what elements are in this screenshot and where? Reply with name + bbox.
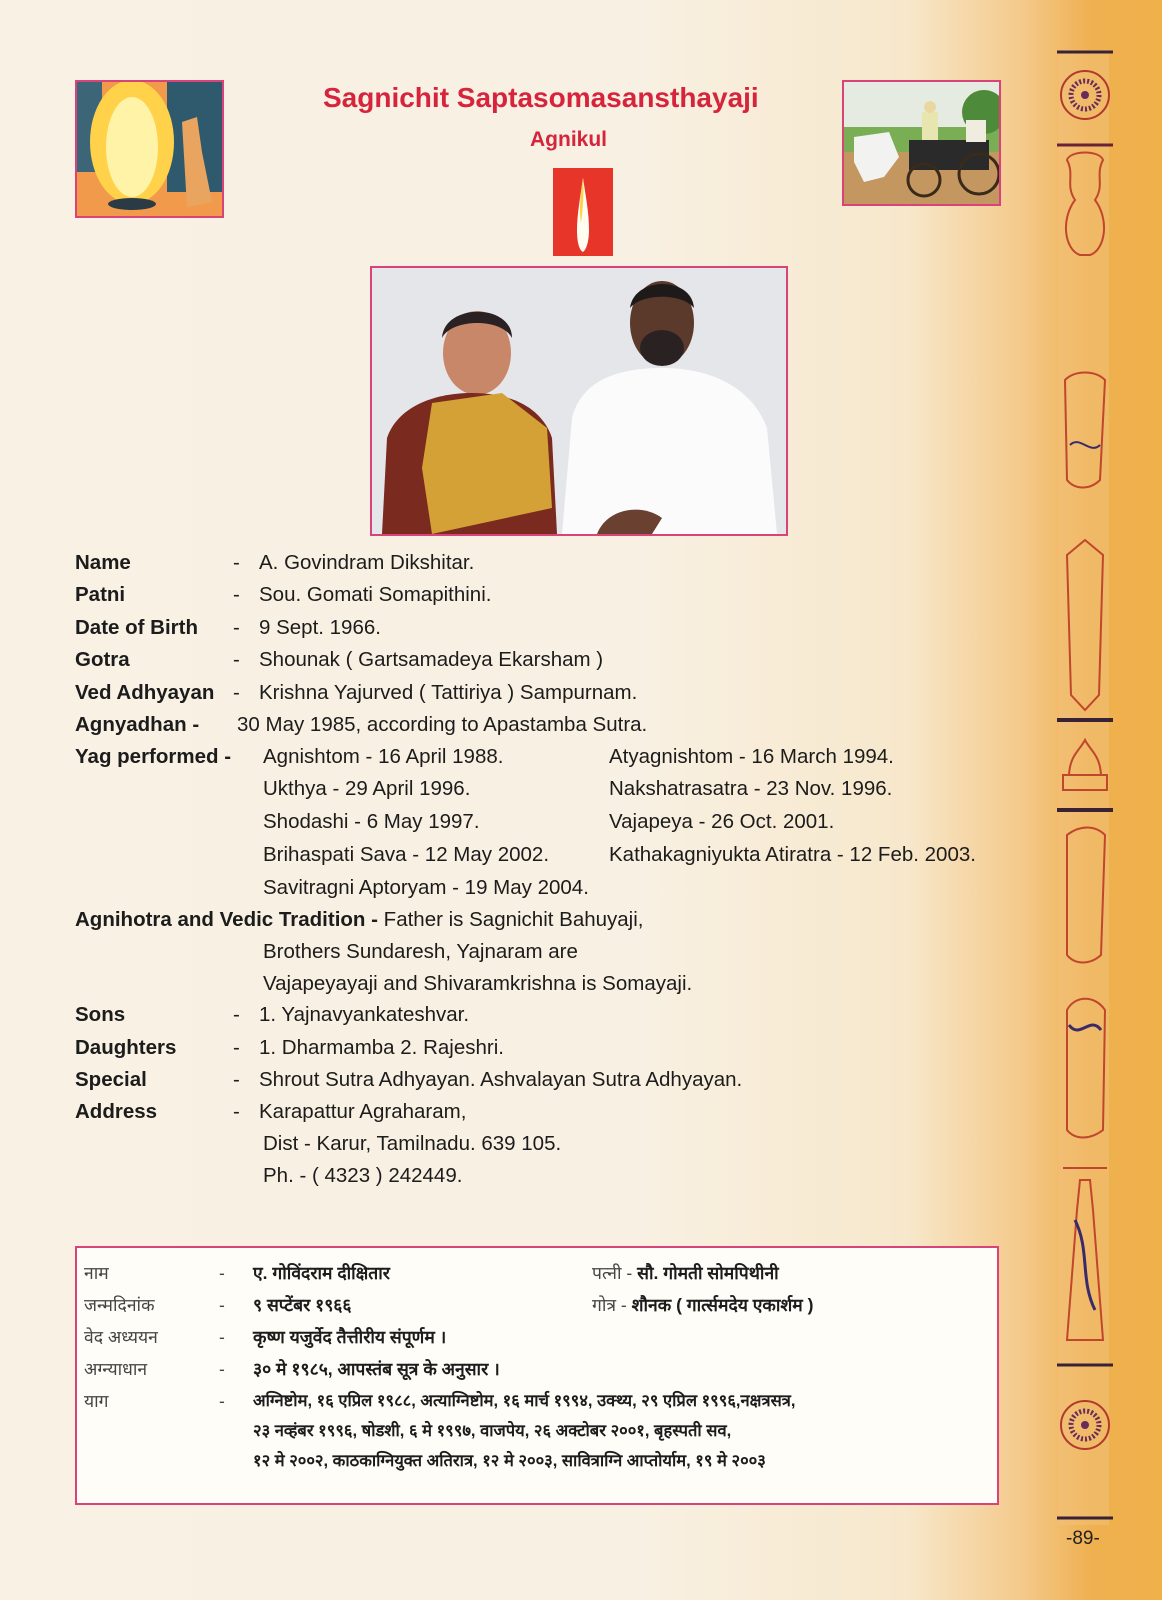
yag-item: Savitragni Aptoryam - 19 May 2004. xyxy=(263,876,589,899)
field-address xyxy=(75,1100,467,1124)
field-sons xyxy=(75,1003,470,1027)
field-value: शौनक ( गार्त्समदेय एकार्शम ) xyxy=(631,1295,814,1315)
title-text: Sagnichit Saptasomasansthayaji xyxy=(323,82,759,113)
field-label: Ved Adhyayan xyxy=(75,681,215,704)
separator: - xyxy=(219,1359,225,1379)
subtitle: Agnikul xyxy=(530,128,607,151)
field-label: Address xyxy=(75,1100,158,1123)
yag-item: Nakshatrasatra - 23 Nov. 1996. xyxy=(609,777,893,800)
tradition-line: Vajapeyayaji and Shivaramkrishna is Somayaji. xyxy=(263,972,693,995)
flame-icon xyxy=(553,168,613,256)
field-label: Patni xyxy=(75,583,126,606)
yag-item: Vajapeya - 26 Oct. 2001. xyxy=(609,810,835,833)
field-label: नाम xyxy=(84,1263,109,1283)
separator: - xyxy=(233,616,240,639)
field-dob xyxy=(75,616,381,640)
separator: - xyxy=(233,648,240,671)
separator: - xyxy=(233,1036,240,1059)
separator: - xyxy=(233,551,240,574)
field-label: Gotra xyxy=(75,648,130,671)
field-value: Shounak ( Gartsamadeya Ekarsham ) xyxy=(259,648,604,671)
couple-portrait-photo xyxy=(370,266,788,536)
yag-item: Shodashi - 6 May 1997. xyxy=(263,810,480,833)
yag-item: Brihaspati Sava - 12 May 2002. xyxy=(263,843,550,866)
field-value: ए. गोविंदराम दीक्षितार xyxy=(253,1263,390,1283)
field-label: गोत्र - xyxy=(592,1295,627,1315)
field-label: Daughters xyxy=(75,1036,177,1059)
field-value: Karapattur Agraharam, xyxy=(259,1100,467,1123)
separator: - xyxy=(233,1068,240,1091)
separator: - xyxy=(233,681,240,704)
field-label: अग्न्याधान xyxy=(84,1359,148,1379)
field-value: Krishna Yajurved ( Tattiriya ) Sampurnam. xyxy=(259,681,638,704)
decorative-border xyxy=(1055,50,1115,1525)
field-value: 1. Yajnavyankateshvar. xyxy=(259,1003,470,1026)
hindi-field-patni xyxy=(592,1262,779,1284)
field-label: Agnihotra and Vedic Tradition - xyxy=(75,908,378,931)
field-daughters xyxy=(75,1036,504,1060)
field-value: ३० मे १९८५, आपस्तंब सूत्र के अनुसार । xyxy=(253,1359,500,1379)
field-name xyxy=(75,551,475,575)
field-label: Agnyadhan - xyxy=(75,713,200,736)
field-ved-adhyayan xyxy=(75,681,638,705)
separator: - xyxy=(233,583,240,606)
field-yag-performed xyxy=(75,745,231,769)
horse-carriage-image xyxy=(842,80,1001,206)
field-value: Shrout Sutra Adhyayan. Ashvalayan Sutra Adhyayan. xyxy=(259,1068,743,1091)
hindi-field-agnyadhan xyxy=(84,1358,500,1380)
field-gotra xyxy=(75,648,604,672)
separator: - xyxy=(219,1391,225,1411)
hindi-field-naam xyxy=(84,1262,390,1284)
field-label: याग xyxy=(84,1391,109,1411)
field-tradition xyxy=(75,908,643,932)
field-label: जन्मदिनांक xyxy=(84,1295,155,1315)
address-line: Ph. - ( 4323 ) 242449. xyxy=(263,1164,463,1187)
hindi-field-gotra xyxy=(592,1294,813,1316)
separator: - xyxy=(219,1263,225,1283)
hindi-field-yag xyxy=(84,1390,225,1412)
field-label: वेद अध्ययन xyxy=(84,1327,158,1347)
field-patni xyxy=(75,583,492,607)
field-label: Name xyxy=(75,551,131,574)
separator: - xyxy=(233,1003,240,1026)
yag-item: Agnishtom - 16 April 1988. xyxy=(263,745,504,768)
field-value: A. Govindram Dikshitar. xyxy=(259,551,475,574)
field-label: पत्नी - xyxy=(592,1263,633,1283)
field-label: Special xyxy=(75,1068,147,1091)
yag-item: Atyagnishtom - 16 March 1994. xyxy=(609,745,894,768)
field-value: Father is Sagnichit Bahuyaji, xyxy=(383,908,644,931)
field-value: Sou. Gomati Somapithini. xyxy=(259,583,492,606)
separator: - xyxy=(219,1295,225,1315)
separator: - xyxy=(233,1100,240,1123)
field-value: 30 May 1985, according to Apastamba Sutra. xyxy=(237,713,648,736)
field-value: कृष्ण यजुर्वेद तैत्तीरीय संपूर्णम । xyxy=(253,1327,447,1347)
yag-item: Ukthya - 29 April 1996. xyxy=(263,777,471,800)
hindi-yag-line: १२ मे २००२, काठकाग्नियुक्त अतिरात्र, १२ मे २००३, सावित्राग्नि आप्तोर्याम, १९ मे २००३ xyxy=(253,1452,766,1470)
field-special xyxy=(75,1068,743,1092)
field-label: Date of Birth xyxy=(75,616,198,639)
hindi-field-ved xyxy=(84,1326,447,1348)
field-agnyadhan xyxy=(75,713,648,737)
field-value: 9 Sept. 1966. xyxy=(259,616,381,639)
yag-item: Kathakagniyukta Atiratra - 12 Feb. 2003. xyxy=(609,843,976,866)
hindi-yag-line: २३ नव्हंबर १९९६, षोडशी, ६ मे १९९७, वाजपेय, २६ अक्टोबर २००१, बृहस्पती सव, xyxy=(253,1422,732,1440)
field-label: Yag performed - xyxy=(75,745,232,768)
field-label: Sons xyxy=(75,1003,126,1026)
tradition-line: Brothers Sundaresh, Yajnaram are xyxy=(263,940,578,963)
hindi-yag-line: अग्निष्टोम, १६ एप्रिल १९८८, अत्याग्निष्टोम, १६ मार्च १९९४, उक्थ्य, २९ एप्रिल १९९६,नक्षत्रसत्र, xyxy=(253,1392,796,1410)
field-value: ९ सप्टेंबर १९६६ xyxy=(253,1295,352,1315)
field-value: 1. Dharmamba 2. Rajeshri. xyxy=(259,1036,504,1059)
hindi-field-janmdinank xyxy=(84,1294,352,1316)
hindi-summary-box xyxy=(75,1246,999,1505)
address-line: Dist - Karur, Tamilnadu. 639 105. xyxy=(263,1132,562,1155)
field-value: सौ. गोमती सोमपिथीनी xyxy=(637,1263,779,1283)
fire-ritual-image xyxy=(75,80,224,218)
separator: - xyxy=(219,1327,225,1347)
page-number: -89- xyxy=(1066,1528,1100,1549)
